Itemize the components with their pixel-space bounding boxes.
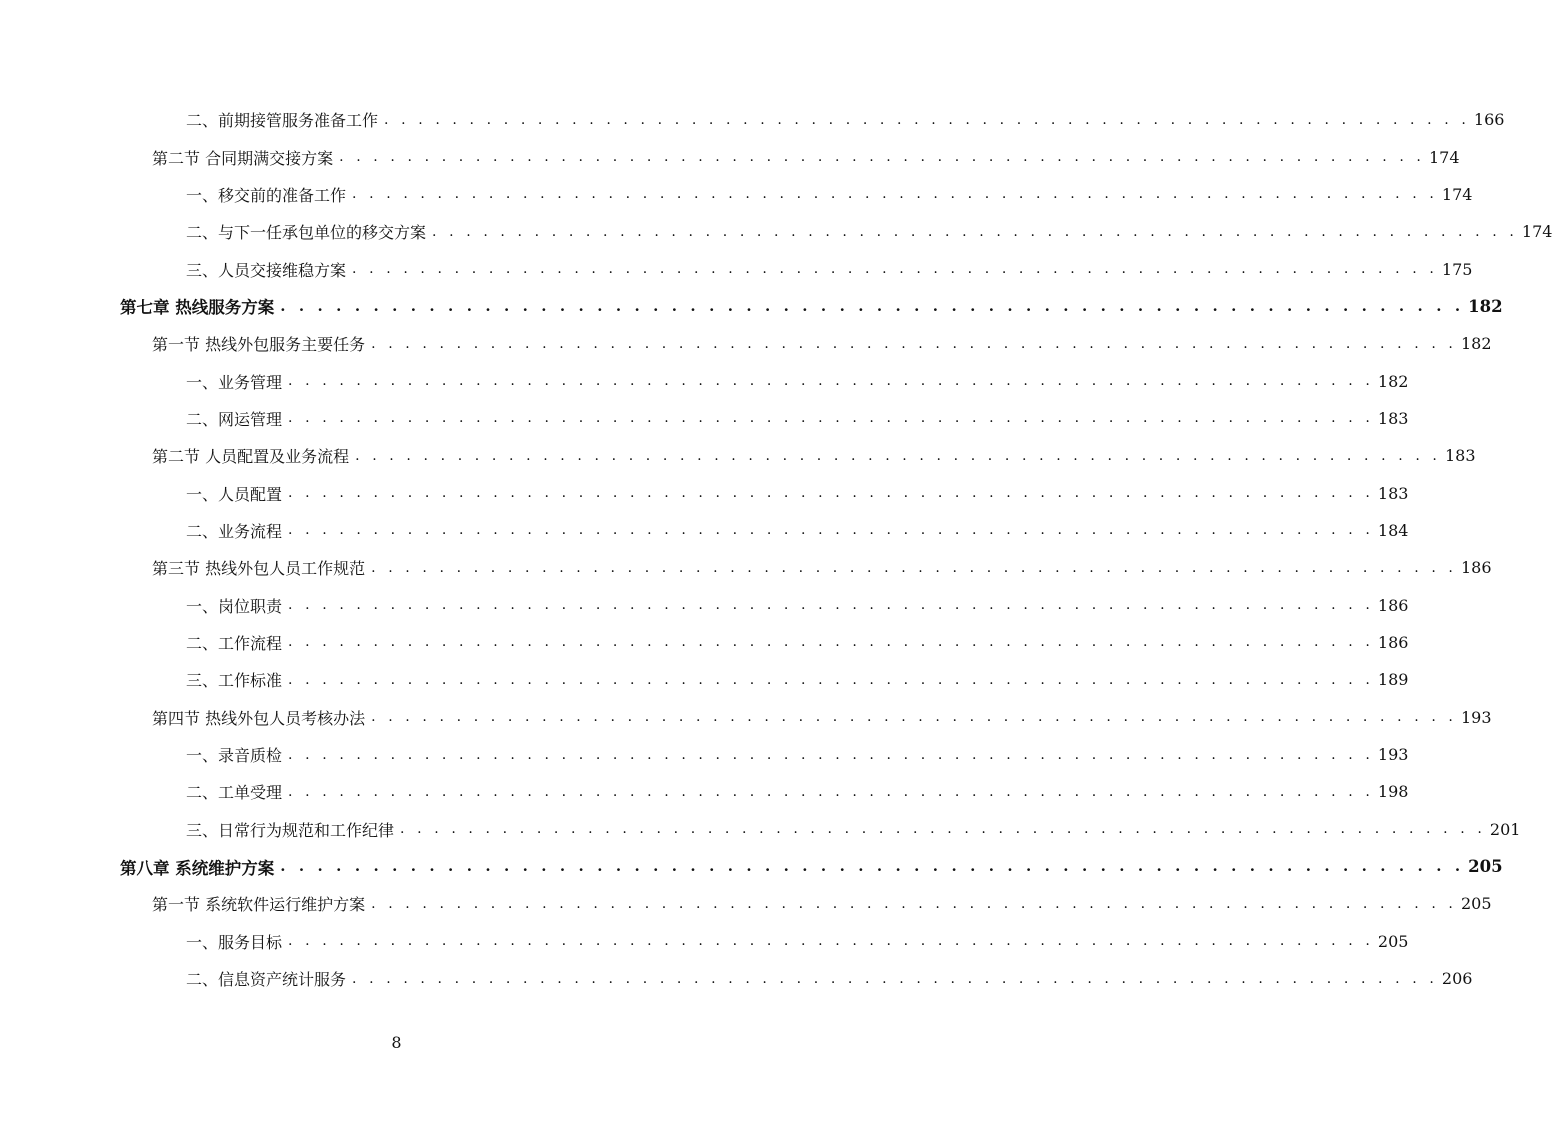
toc-entry[interactable] (0, 960, 1473, 997)
toc-dot-leader: . . . . . . . . . . . . . . . . . . . . . . . . . . . . . . . . . . . . . . . . . . . . . . . . . . . . . . . . . . . . . . . . (288, 933, 1374, 950)
toc-entry-page: 166 (1473, 110, 1505, 130)
toc-entry-page: 205 (1377, 931, 1409, 951)
toc-dot-leader: . . . . . . . . . . . . . . . . . . . . . . . . . . . . . . . . . . . . . . . . . . . . . . . . . . . . . . . . . . . . . . . . (288, 783, 1374, 800)
toc-entry-page: 198 (1377, 782, 1409, 802)
toc-entry-title: 第一节 热线外包服务主要任务 (152, 335, 366, 355)
toc-entry-title: 第一节 系统软件运行维护方案 (152, 895, 366, 915)
toc-entry[interactable] (0, 325, 1492, 362)
toc-dot-leader: . . . . . . . . . . . . . . . . . . . . . . . . . . . . . . . . . . . . . . . . . . . . . . . . . . . . . . . . . . . . . . . . (288, 597, 1374, 614)
toc-entry-page: 186 (1377, 595, 1409, 615)
toc-entry-title: 三、日常行为规范和工作纪律 (186, 820, 395, 840)
toc-entry-page: 184 (1377, 520, 1409, 540)
toc-entry-title: 二、工作流程 (186, 633, 283, 653)
toc-entry[interactable] (0, 250, 1473, 287)
toc-entry-page: 201 (1489, 819, 1521, 839)
toc-entry[interactable] (0, 624, 1409, 661)
toc-entry-title: 第八章 系统维护方案 (120, 858, 275, 878)
toc-entry[interactable] (0, 661, 1409, 698)
toc-entry-page: 193 (1460, 707, 1492, 727)
toc-dot-leader: . . . . . . . . . . . . . . . . . . . . . . . . . . . . . . . . . . . . . . . . . . . . . . . . . . . . . . . . . . . . . . . . (384, 111, 1470, 128)
toc-entry-title: 第二节 人员配置及业务流程 (152, 447, 350, 467)
toc-entry[interactable] (0, 699, 1492, 736)
toc-dot-leader: . . . . . . . . . . . . . . . . . . . . . . . . . . . . . . . . . . . . . . . . . . . . . . . . . . . . . . . . . . . . . . . . (288, 671, 1374, 688)
toc-entry-page: 182 (1460, 334, 1492, 354)
toc-dot-leader: . . . . . . . . . . . . . . . . . . . . . . . . . . . . . . . . . . . . . . . . . . . . . . . . . . . . . . . . . . . . . . . . (288, 485, 1374, 502)
page-number: 8 (391, 1033, 402, 1052)
toc-dot-leader: . . . . . . . . . . . . . . . . . . . . . . . . . . . . . . . . . . . . . . . . . . . . . . . . . . . . . . . . . . . . . . . . (288, 410, 1374, 427)
toc-entry-title: 一、人员配置 (186, 484, 283, 504)
toc-dot-leader: . . . . . . . . . . . . . . . . . . . . . . . . . . . . . . . . . . . . . . . . . . . . . . . . . . . . . . . . . . . . . . . . (352, 186, 1438, 203)
toc-entry-page: 182 (1468, 296, 1503, 316)
toc-entry[interactable] (0, 362, 1409, 399)
toc-entry-page: 189 (1377, 670, 1409, 690)
toc-entry[interactable] (0, 773, 1409, 810)
toc-entry-page: 186 (1377, 632, 1409, 652)
toc-entry[interactable] (0, 512, 1409, 549)
toc-entry[interactable] (0, 176, 1473, 213)
toc-entry[interactable] (0, 549, 1492, 586)
toc-entry-title: 一、业务管理 (186, 372, 283, 392)
toc-entry-title: 二、与下一任承包单位的移交方案 (186, 223, 427, 243)
toc-entry-title: 三、人员交接维稳方案 (186, 260, 347, 280)
toc-dot-leader: . . . . . . . . . . . . . . . . . . . . . . . . . . . . . . . . . . . . . . . . . . . . . . . . . . . . . . . . . . . . . . . . (280, 296, 1465, 315)
toc-dot-leader: . . . . . . . . . . . . . . . . . . . . . . . . . . . . . . . . . . . . . . . . . . . . . . . . . . . . . . . . . . . . . . . . (371, 709, 1457, 726)
toc-entry-title: 二、前期接管服务准备工作 (186, 111, 379, 131)
toc-entry-page: 182 (1377, 371, 1409, 391)
toc-entry[interactable] (0, 138, 1460, 175)
table-of-contents (0, 101, 1552, 997)
toc-entry[interactable] (0, 811, 1521, 848)
toc-entry-page: 183 (1444, 446, 1476, 466)
toc-entry-title: 二、工单受理 (186, 783, 283, 803)
toc-entry-page: 174 (1521, 222, 1552, 242)
toc-entry[interactable] (0, 474, 1409, 511)
toc-entry-title: 二、网运管理 (186, 409, 283, 429)
toc-entry[interactable] (0, 586, 1409, 623)
toc-entry[interactable] (0, 885, 1492, 922)
toc-entry-title: 第四节 热线外包人员考核办法 (152, 708, 366, 728)
toc-entry-page: 175 (1441, 259, 1473, 279)
toc-entry-page: 205 (1460, 894, 1492, 914)
toc-dot-leader: . . . . . . . . . . . . . . . . . . . . . . . . . . . . . . . . . . . . . . . . . . . . . . . . . . . . . . . . . . . . . . . . (352, 261, 1438, 278)
toc-dot-leader: . . . . . . . . . . . . . . . . . . . . . . . . . . . . . . . . . . . . . . . . . . . . . . . . . . . . . . . . . . . . . . . . (371, 559, 1457, 576)
toc-entry-title: 一、录音质检 (186, 746, 283, 766)
toc-entry-title: 二、信息资产统计服务 (186, 970, 347, 990)
toc-dot-leader: . . . . . . . . . . . . . . . . . . . . . . . . . . . . . . . . . . . . . . . . . . . . . . . . . . . . . . . . . . . . . . . . (400, 821, 1486, 838)
toc-dot-leader: . . . . . . . . . . . . . . . . . . . . . . . . . . . . . . . . . . . . . . . . . . . . . . . . . . . . . . . . . . . . . . . . (339, 149, 1425, 166)
toc-dot-leader: . . . . . . . . . . . . . . . . . . . . . . . . . . . . . . . . . . . . . . . . . . . . . . . . . . . . . . . . . . . . . . . . (288, 634, 1374, 651)
toc-entry-page: 174 (1441, 184, 1473, 204)
toc-entry-title: 一、岗位职责 (186, 596, 283, 616)
toc-entry[interactable] (0, 923, 1409, 960)
toc-dot-leader: . . . . . . . . . . . . . . . . . . . . . . . . . . . . . . . . . . . . . . . . . . . . . . . . . . . . . . . . . . . . . . . . (432, 223, 1518, 240)
toc-dot-leader: . . . . . . . . . . . . . . . . . . . . . . . . . . . . . . . . . . . . . . . . . . . . . . . . . . . . . . . . . . . . . . . . (371, 335, 1457, 352)
toc-entry-title: 第三节 热线外包人员工作规范 (152, 559, 366, 579)
toc-entry-title: 第二节 合同期满交接方案 (152, 148, 334, 168)
toc-entry-title: 一、服务目标 (186, 932, 283, 952)
toc-dot-leader: . . . . . . . . . . . . . . . . . . . . . . . . . . . . . . . . . . . . . . . . . . . . . . . . . . . . . . . . . . . . . . . . (352, 970, 1438, 987)
toc-entry-page: 186 (1460, 558, 1492, 578)
toc-entry[interactable] (0, 848, 1503, 885)
toc-entry-page: 183 (1377, 483, 1409, 503)
toc-entry[interactable] (0, 213, 1552, 250)
toc-entry[interactable] (0, 400, 1409, 437)
toc-entry[interactable] (0, 288, 1503, 325)
toc-entry-page: 205 (1468, 857, 1503, 877)
toc-entry-title: 三、工作标准 (186, 671, 283, 691)
toc-entry[interactable] (0, 101, 1505, 138)
toc-dot-leader: . . . . . . . . . . . . . . . . . . . . . . . . . . . . . . . . . . . . . . . . . . . . . . . . . . . . . . . . . . . . . . . . (355, 447, 1441, 464)
toc-entry-page: 174 (1428, 147, 1460, 167)
toc-dot-leader: . . . . . . . . . . . . . . . . . . . . . . . . . . . . . . . . . . . . . . . . . . . . . . . . . . . . . . . . . . . . . . . . (288, 522, 1374, 539)
toc-dot-leader: . . . . . . . . . . . . . . . . . . . . . . . . . . . . . . . . . . . . . . . . . . . . . . . . . . . . . . . . . . . . . . . . (288, 373, 1374, 390)
toc-entry[interactable] (0, 736, 1409, 773)
toc-entry[interactable] (0, 437, 1476, 474)
toc-dot-leader: . . . . . . . . . . . . . . . . . . . . . . . . . . . . . . . . . . . . . . . . . . . . . . . . . . . . . . . . . . . . . . . . (371, 895, 1457, 912)
toc-entry-page: 183 (1377, 408, 1409, 428)
toc-dot-leader: . . . . . . . . . . . . . . . . . . . . . . . . . . . . . . . . . . . . . . . . . . . . . . . . . . . . . . . . . . . . . . . . (288, 746, 1374, 763)
toc-entry-page: 206 (1441, 969, 1473, 989)
toc-entry-title: 第七章 热线服务方案 (120, 298, 275, 318)
toc-entry-page: 193 (1377, 745, 1409, 765)
toc-dot-leader: . . . . . . . . . . . . . . . . . . . . . . . . . . . . . . . . . . . . . . . . . . . . . . . . . . . . . . . . . . . . . . . . (280, 857, 1465, 876)
toc-entry-title: 一、移交前的准备工作 (186, 185, 347, 205)
toc-entry-title: 二、业务流程 (186, 521, 283, 541)
